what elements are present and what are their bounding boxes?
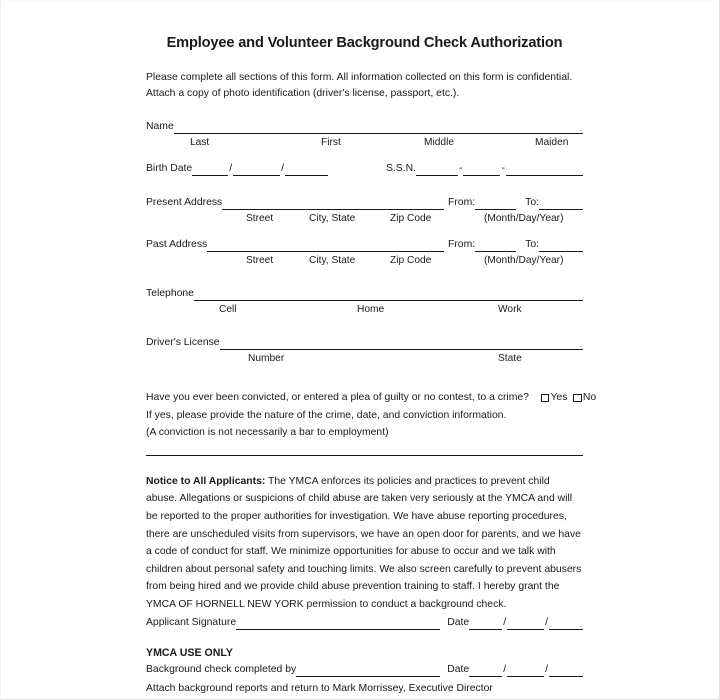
telephone-input-line[interactable] [194, 289, 583, 301]
applicant-signature-row [146, 616, 583, 630]
form-sheet [146, 35, 597, 697]
name-label: Name [146, 121, 174, 133]
ssn-dash-1: - [459, 163, 463, 175]
signature-date-month-input-line[interactable] [469, 618, 502, 630]
completed-date-label: Date [447, 663, 470, 675]
sublabel-number: Number [248, 353, 285, 365]
sublabel-date-format: (Month/Day/Year) [484, 255, 564, 267]
drivers-license-sublabels [146, 350, 583, 365]
telephone-row [146, 287, 583, 316]
past-address-sublabels [146, 252, 583, 267]
applicant-signature-input-line[interactable] [236, 618, 440, 630]
sublabel-work: Work [498, 304, 522, 316]
present-address-label: Present Address [146, 197, 223, 209]
completed-date-year-input-line[interactable] [549, 665, 583, 677]
past-from-label: From: [447, 239, 476, 251]
completed-by-label: Background check completed by [146, 663, 297, 675]
drivers-license-label: Driver's License [146, 337, 220, 349]
drivers-license-input-line[interactable] [220, 338, 583, 350]
past-address-label: Past Address [146, 239, 208, 251]
sublabel-cell: Cell [219, 304, 237, 316]
intro-text [146, 70, 583, 103]
birth-slash-1: / [229, 163, 233, 175]
signature-date-year-input-line[interactable] [549, 618, 583, 630]
past-from-input-line[interactable] [475, 240, 516, 252]
drivers-license-row [146, 336, 583, 365]
checkbox-icon[interactable] [541, 394, 550, 403]
applicant-signature-label: Applicant Signature [146, 616, 237, 628]
conviction-disclaimer: (A conviction is not necessarily a bar to employment) [146, 427, 389, 439]
past-address-row [146, 238, 583, 267]
conviction-section [146, 389, 597, 442]
sublabel-zip-code: Zip Code [390, 255, 432, 267]
ssn-part-1-input-line[interactable] [416, 164, 458, 176]
signature-date-label: Date [447, 616, 470, 628]
ssn-dash-2: - [501, 163, 505, 175]
conviction-question-row [146, 389, 597, 407]
ymca-use-only-heading: YMCA USE ONLY [146, 646, 233, 659]
conviction-no-label: No [582, 392, 597, 404]
conviction-no-option[interactable] [573, 389, 596, 407]
telephone-label: Telephone [146, 288, 194, 300]
birth-year-input-line[interactable] [285, 164, 328, 176]
ssn-part-3-input-line[interactable] [506, 164, 583, 176]
sublabel-date-format: (Month/Day/Year) [484, 213, 564, 225]
name-sublabels [146, 134, 583, 149]
completed-by-input-line[interactable] [296, 665, 440, 677]
sublabel-city-state: City, State [309, 213, 356, 225]
completed-date-slash-2: / [545, 663, 548, 675]
page-title: Employee and Volunteer Background Check Authorization [166, 35, 563, 51]
completed-date-month-input-line[interactable] [469, 665, 502, 677]
present-to-input-line[interactable] [539, 198, 583, 210]
notice-body: The YMCA enforces its policies and practices to prevent child abuse. Allegations or suspicions of child abuse are taken very seriously at the YMCA and will be reported to the proper authorities for investigation. We have abuse reporting procedures, there are unscheduled visits from supervisors, we have an open door for parents, and we have a code of conduct for staff. We minimize opportunities for abuse to occur and we talk with children about personal safety and touching limits. We also screen carefully to prevent abusers from being hired and we provide child abuse prevention training to staff. I hereby grant the YMCA OF HORNELL NEW YORK permission to conduct a background check. [146, 475, 582, 610]
ssn-label: S.S.N. [385, 163, 417, 175]
birth-day-input-line[interactable] [233, 164, 280, 176]
notice-paragraph [146, 473, 583, 614]
sublabel-zip-code: Zip Code [390, 213, 432, 225]
name-field-row [146, 120, 583, 149]
sublabel-home: Home [357, 304, 385, 316]
birth-date-label: Birth Date [146, 163, 193, 175]
telephone-sublabels [146, 301, 583, 316]
conviction-yes-option[interactable] [541, 389, 567, 407]
ssn-part-2-input-line[interactable] [463, 164, 500, 176]
completed-date-day-input-line[interactable] [507, 665, 544, 677]
conviction-checkbox-group [541, 389, 596, 407]
birthdate-ssn-row [146, 162, 583, 176]
signature-date-slash-1: / [503, 616, 507, 628]
sublabel-street: Street [246, 213, 274, 225]
name-input-line[interactable] [174, 122, 583, 134]
sublabel-middle: Middle [424, 137, 455, 149]
sublabel-city-state: City, State [309, 255, 356, 267]
signature-date-slash-2: / [545, 616, 548, 628]
present-address-sublabels [146, 210, 583, 225]
conviction-instruction: If yes, please provide the nature of the crime, date, and conviction information. [146, 409, 507, 421]
present-address-input-line[interactable] [222, 198, 444, 210]
present-to-label: To: [525, 197, 539, 209]
present-from-input-line[interactable] [475, 198, 516, 210]
signature-date-day-input-line[interactable] [507, 618, 544, 630]
section-divider [146, 455, 583, 456]
conviction-yes-label: Yes [550, 392, 568, 404]
intro-line-2: Attach a copy of photo identification (driver's license, passport, etc.). [146, 87, 460, 99]
sublabel-first: First [321, 137, 341, 149]
past-address-input-line[interactable] [207, 240, 444, 252]
present-from-label: From: [447, 197, 476, 209]
birth-slash-2: / [281, 163, 284, 175]
background-check-completed-row [146, 663, 583, 677]
notice-heading: Notice to All Applicants: [146, 475, 266, 487]
past-to-input-line[interactable] [539, 240, 583, 252]
intro-line-1: Please complete all sections of this form. All information collected on this form is confidential. [146, 71, 573, 83]
sublabel-maiden: Maiden [535, 137, 569, 149]
attach-reports-note: Attach background reports and return to Mark Morrissey, Executive Director [146, 682, 493, 694]
sublabel-state: State [498, 353, 522, 365]
sublabel-last: Last [190, 137, 210, 149]
conviction-question: Have you ever been convicted, or entered a plea of guilty or no contest, to a crime? [146, 392, 529, 404]
sublabel-street: Street [246, 255, 274, 267]
past-to-label: To: [525, 239, 539, 251]
present-address-row [146, 196, 583, 225]
completed-date-slash-1: / [503, 663, 507, 675]
birth-month-input-line[interactable] [192, 164, 228, 176]
checkbox-icon[interactable] [573, 394, 582, 403]
